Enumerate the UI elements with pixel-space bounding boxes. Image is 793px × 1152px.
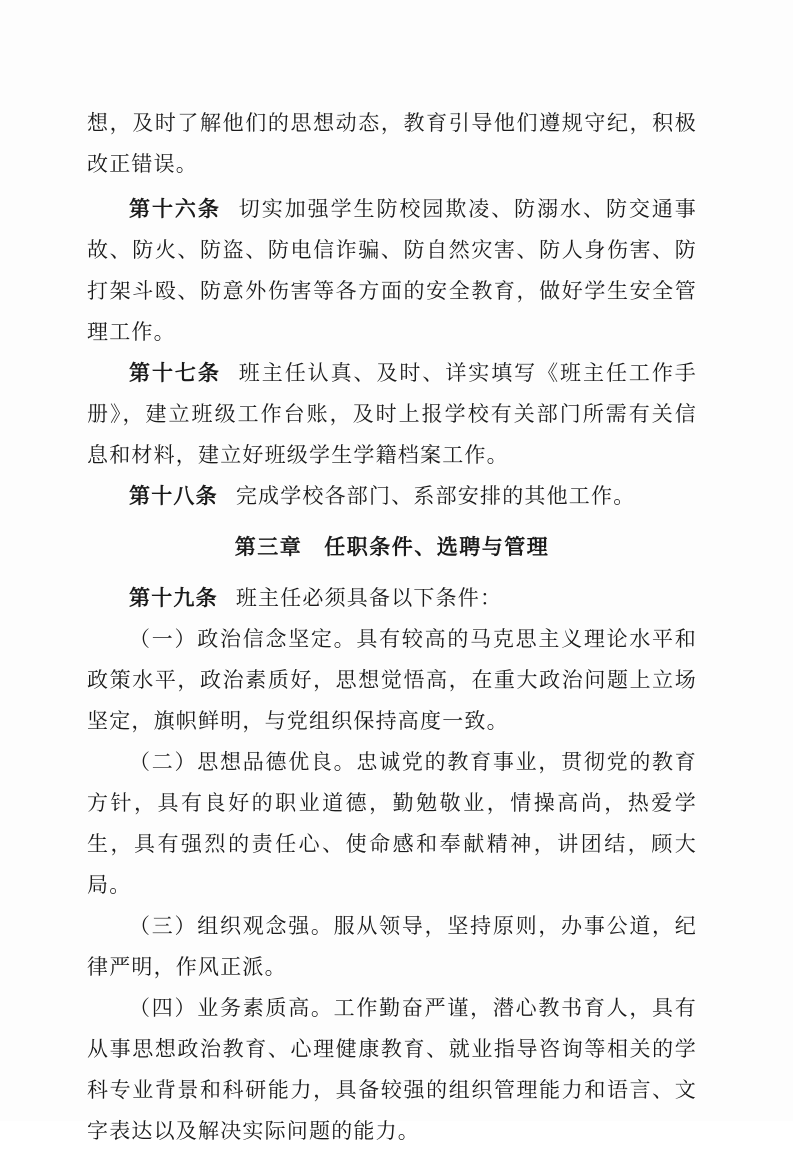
document-body	[87, 103, 697, 1152]
article-17-text: 班主任认真、及时、详实填写《班主任工作手册》，建立班级工作台账，及时上报学校有关部门所需有关信息和材料，建立好班级学生学籍档案工作。	[87, 361, 697, 467]
article-19	[87, 578, 697, 619]
article-19-number: 第十九条	[129, 586, 218, 610]
article-17-number: 第十七条	[129, 361, 221, 385]
condition-item-4: （四）业务素质高。工作勤奋严谨，潜心教书育人，具有从事思想政治教育、心理健康教育、就业指导咨询等相关的学科专业背景和科研能力，具备较强的组织管理能力和语言、文字表达以及解决实际问题的能力。	[87, 996, 697, 1143]
article-18-number: 第十八条	[129, 484, 218, 508]
condition-item-3: （三）组织观念强。服从领导，坚持原则，办事公道，纪律严明，作风正派。	[87, 914, 697, 979]
article-16-text: 切实加强学生防校园欺凌、防溺水、防交通事故、防火、防盗、防电信诈骗、防自然灾害、防人身伤害、防打架斗殴、防意外伤害等各方面的安全教育，做好学生安全管理工作。	[87, 197, 697, 344]
article-16	[87, 189, 697, 353]
article-17	[87, 353, 697, 476]
article-16-number: 第十六条	[129, 197, 221, 221]
condition-item-1: （一）政治信念坚定。具有较高的马克思主义理论水平和政策水平，政治素质好，思想觉悟高，在重大政治问题上立场坚定，旗帜鲜明，与党组织保持高度一致。	[87, 627, 697, 733]
chapter-title: 任职条件、选聘与管理	[324, 535, 550, 559]
chapter-number: 第三章	[234, 535, 303, 559]
article-18	[87, 476, 697, 517]
chapter-heading	[87, 527, 697, 568]
condition-item-2: （二）思想品德优良。忠诚党的教育事业，贯彻党的教育方针，具有良好的职业道德，勤勉敬业，情操高尚，热爱学生，具有强烈的责任心、使命感和奉献精神，讲团结，顾大局。	[87, 750, 697, 897]
article-18-text: 完成学校各部门、系部安排的其他工作。	[235, 484, 636, 508]
paragraph-continuation: 想，及时了解他们的思想动态，教育引导他们遵规守纪，积极改正错误。	[87, 111, 697, 176]
article-19-text: 班主任必须具备以下条件：	[235, 586, 503, 610]
